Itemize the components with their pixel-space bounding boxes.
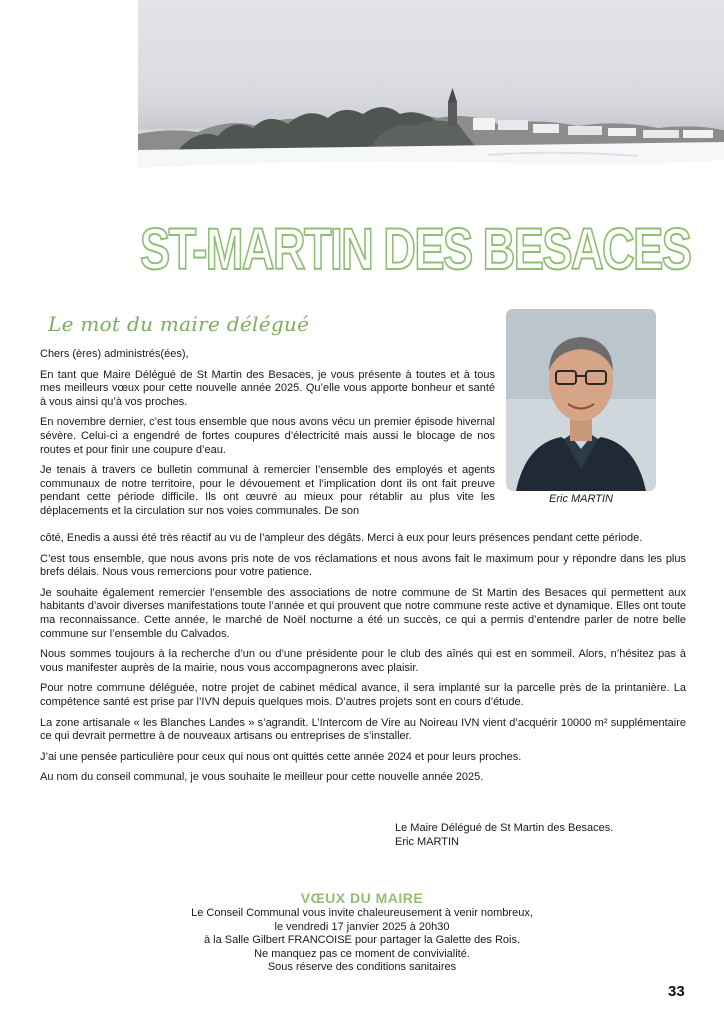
page-number: 33 xyxy=(668,983,685,1000)
letter-paragraph: La zone artisanale « les Blanches Landes » s’agrandit. L’Intercom de Vire au Noireau IVN vient d’acquérir 10000 m² supplémentaire ce qui devrait permettre à de nouveaux artisans ou entreprises de s’installer. xyxy=(40,716,686,743)
letter-paragraph: Nous sommes toujours à la recherche d’un ou d’une présidente pour le club des aînés qui est en sommeil. Alors, n’hésitez pas à vous manifester auprès de la mairie, nous vous accompagnerons avec plaisir. xyxy=(40,648,686,674)
letter-salutation: Chers (ères) administrés(ées), xyxy=(40,348,189,360)
letter-paragraph: En novembre dernier, c’est tous ensemble que nous avons vécu un premier épisode hivernal sévère. Celui-ci a engendré de fortes coupures d’électricité mais aussi le blocage de nos routes et pour finir une coupure d’eau. xyxy=(40,416,495,456)
letter-paragraph: Pour notre commune déléguée, notre projet de cabinet médical avance, il sera implanté sur la parcelle près de la printanière. La compétence santé est prise par l’IVN depuis quelques mois. D’autres projets sont en cours d’étude. xyxy=(40,682,686,708)
voeux-line: Sous réserve des conditions sanitaires xyxy=(267,961,457,973)
voeux-line: le vendredi 17 janvier 2025 à 20h30 xyxy=(274,920,450,933)
signature-name: Eric MARTIN xyxy=(395,835,459,848)
letter-paragraph: En tant que Maire Délégué de St Martin des Besaces, je vous présente à toutes et à tous mes meilleurs vœux pour cette nouvelle année 2025. Qu’elle vous apporte bonheur et santé à vous ainsi qu’à vos proches. xyxy=(40,368,495,408)
section-heading: Le mot du maire délégué xyxy=(48,312,310,336)
signature xyxy=(395,822,613,849)
header-photo xyxy=(138,0,724,246)
voeux-line: Ne manquez pas ce moment de convivialité. xyxy=(254,947,470,960)
portrait-illustration xyxy=(506,309,656,491)
voeux-line: à la Salle Gilbert FRANCOISE pour partager la Galette des Rois. xyxy=(203,934,521,946)
voeux-title: VŒUX DU MAIRE xyxy=(300,890,424,906)
voeux-invitation xyxy=(0,907,724,975)
letter-paragraph: J’ai une pensée particulière pour ceux qui nous ont quittés cette année 2024 et pour leurs proches. xyxy=(40,750,522,763)
letter-column-narrow xyxy=(40,348,495,519)
mayor-portrait xyxy=(506,309,656,491)
snow-village-illustration xyxy=(138,0,724,246)
letter-paragraph: Je souhaite également remercier l’ensemble des associations de notre commune de St Martin des Besaces qui permettent aux habitants d’avoir diverses manifestations toute l’année et qui prouvent que notre commune reste active et dynamique. Elles ont toute ma reconnaissance. Cette année, le marché de Noël nocturne a été un succès, ce qui a permis d’entendre parler de notre belle commune sur l’ensemble du Calvados. xyxy=(40,586,686,640)
letter-column-wide xyxy=(40,532,686,785)
voeux-line: Le Conseil Communal vous invite chaleureusement à venir nombreux, xyxy=(191,907,533,919)
portrait-caption: Eric MARTIN xyxy=(549,493,613,505)
signature-title: Le Maire Délégué de St Martin des Besaces. xyxy=(395,822,614,834)
letter-paragraph: C’est tous ensemble, que nous avons pris note de vos réclamations et nous avons fait le maximum pour y répondre dans les plus brefs délais. Nous vous remercions pour votre patience. xyxy=(40,552,686,579)
page-title: ST-MARTIN DES BESACES xyxy=(140,217,691,282)
letter-paragraph: côté, Enedis a aussi été très réactif au vu de l’ampleur des dégâts. Merci à eux pour leurs présences pendant cette période. xyxy=(40,532,643,544)
letter-paragraph: Je tenais à travers ce bulletin communal à remercier l’ensemble des employés et agents communaux de notre territoire, pour le dévouement et l’implication dont ils ont fait preuve pendant cette période difficile. Ils ont œuvré au mieux pour rétablir au plus vite les déplacements et la circulation sur nos voies communales. De son xyxy=(40,464,495,517)
letter-paragraph: Au nom du conseil communal, je vous souhaite le meilleur pour cette nouvelle année 2025. xyxy=(40,771,484,784)
